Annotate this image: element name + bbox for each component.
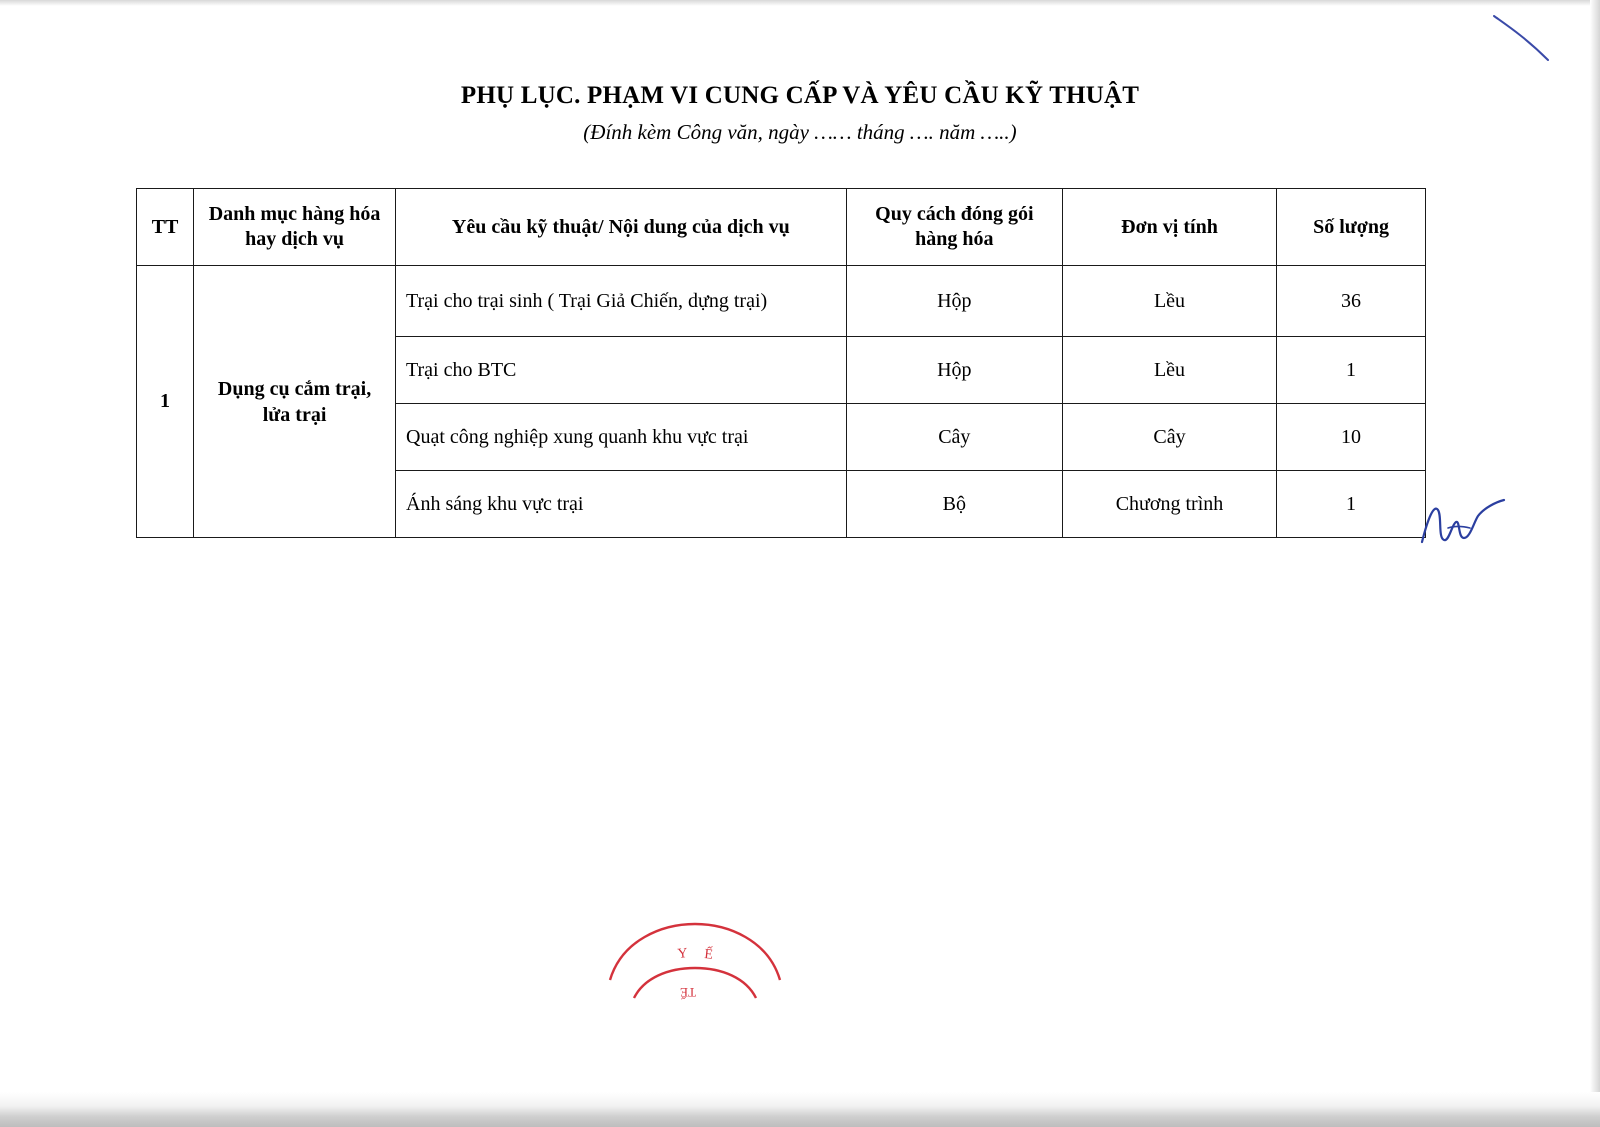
specification-table	[136, 188, 1426, 538]
cell-quantity: 10	[1277, 404, 1426, 471]
cell-unit: Lều	[1062, 337, 1276, 404]
svg-text:Ế: Ế	[703, 947, 714, 963]
svg-text:TẾ: TẾ	[680, 985, 696, 1000]
column-header-quantity: Số lượng	[1277, 189, 1426, 266]
page-title: PHỤ LỤC. PHẠM VI CUNG CẤP VÀ YÊU CẦU KỸ THUẬT	[460, 82, 1140, 109]
cell-requirement: Ánh sáng khu vực trại	[396, 471, 847, 538]
cell-unit: Lều	[1062, 266, 1276, 337]
cell-group-name: Dụng cụ cắm trại, lửa trại	[194, 266, 396, 538]
signature-icon	[1418, 498, 1508, 558]
table-row	[137, 266, 1426, 337]
official-stamp-icon	[600, 920, 790, 1035]
cell-unit: Chương trình	[1062, 471, 1276, 538]
column-header-packing: Quy cách đóng gói hàng hóa	[846, 189, 1062, 266]
cell-quantity: 1	[1277, 471, 1426, 538]
pen-mark-icon	[1486, 8, 1566, 68]
cell-packing: Hộp	[846, 266, 1062, 337]
cell-packing: Bộ	[846, 471, 1062, 538]
column-header-requirement: Yêu cầu kỹ thuật/ Nội dung của dịch vụ	[396, 189, 847, 266]
cell-requirement: Quạt công nghiệp xung quanh khu vực trại	[396, 404, 847, 471]
cell-quantity: 1	[1277, 337, 1426, 404]
cell-quantity: 36	[1277, 266, 1426, 337]
column-header-tt: TT	[137, 189, 194, 266]
cell-unit: Cây	[1062, 404, 1276, 471]
cell-packing: Hộp	[846, 337, 1062, 404]
scan-edge-top	[0, 0, 1600, 6]
scan-edge-bottom	[0, 1092, 1600, 1127]
page-subtitle: (Đính kèm Công văn, ngày …… tháng …. năm …..)	[583, 120, 1017, 144]
cell-requirement: Trại cho BTC	[396, 337, 847, 404]
cell-packing: Cây	[846, 404, 1062, 471]
cell-requirement: Trại cho trại sinh ( Trại Giả Chiến, dựng trại)	[396, 266, 847, 337]
scan-edge-right	[1590, 0, 1600, 1127]
column-header-unit: Đơn vị tính	[1062, 189, 1276, 266]
table-header-row	[137, 189, 1426, 266]
svg-text:Y: Y	[676, 946, 689, 962]
column-header-item-name: Danh mục hàng hóa hay dịch vụ	[194, 189, 396, 266]
cell-group-tt: 1	[137, 266, 194, 538]
